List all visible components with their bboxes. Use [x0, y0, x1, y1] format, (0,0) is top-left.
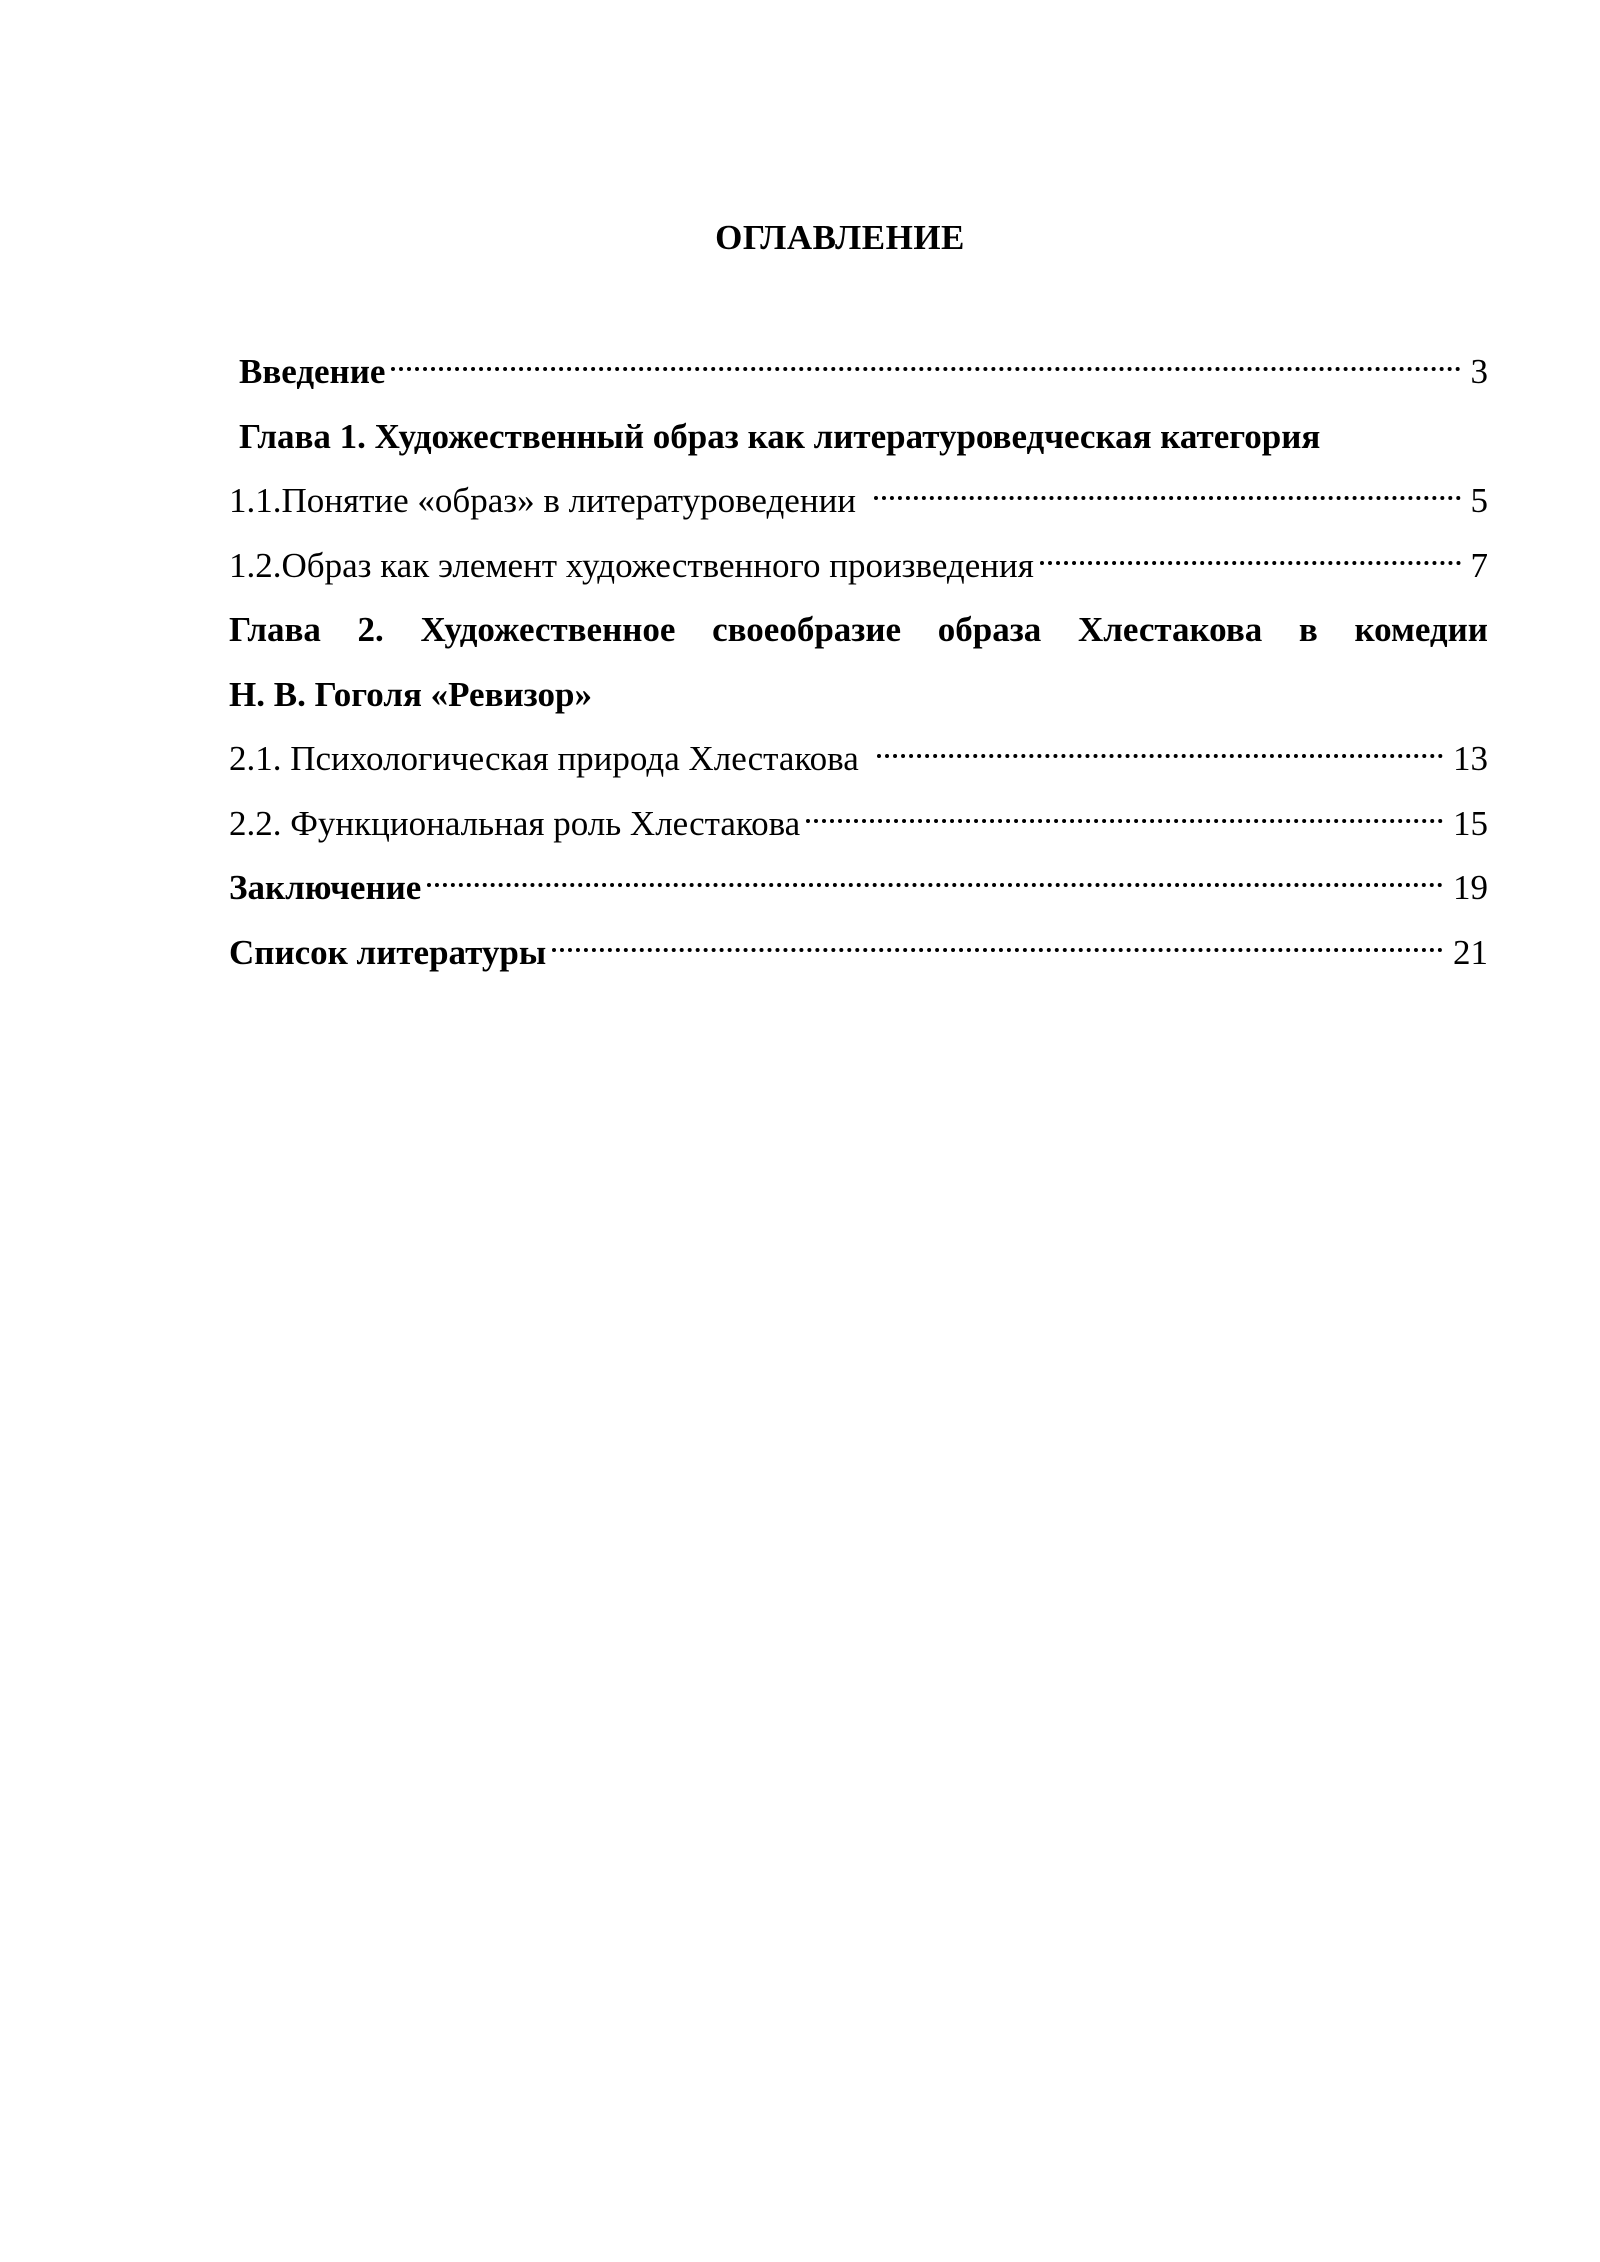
- toc-entry-bibliography[interactable]: [229, 921, 1488, 986]
- dot-leader: [552, 948, 1443, 952]
- dot-leader: [427, 883, 1443, 887]
- toc-entry-label: 1.1.Понятие «образ» в литературоведении: [229, 481, 857, 520]
- toc-page-number: 7: [1470, 545, 1488, 585]
- toc-entry-label: Введение: [239, 352, 386, 391]
- toc-entry-1-2[interactable]: [229, 534, 1488, 599]
- toc-entry-1-1[interactable]: [229, 469, 1488, 534]
- toc-entry-label: Глава 1. Художественный образ как литературоведческая категория: [239, 416, 1321, 456]
- toc-entry-2-1[interactable]: [229, 727, 1488, 792]
- toc-entry-label: Н. В. Гоголя «Ревизор»: [229, 674, 592, 714]
- heading-word: в: [1298, 610, 1318, 649]
- toc-entry-label: Список литературы: [229, 932, 547, 972]
- heading-word: комедии: [1354, 610, 1488, 649]
- toc-page-number: 15: [1453, 803, 1488, 843]
- toc-entry-label: 1.2.Образ как элемент художественного произведения: [229, 545, 1034, 585]
- toc-page-number: 5: [1470, 481, 1488, 520]
- dot-leader: [806, 819, 1443, 823]
- toc-entry-introduction[interactable]: [229, 340, 1488, 405]
- toc-entry-label: 2.1. Психологическая природа Хлестакова: [229, 739, 859, 778]
- dot-leader: [1040, 561, 1461, 565]
- toc-chapter-2-heading-cont[interactable]: [229, 663, 1488, 728]
- dot-leader: [877, 754, 1443, 758]
- toc-page-number: 21: [1453, 932, 1488, 972]
- heading-word: Глава: [229, 610, 321, 649]
- heading-word: 2.: [357, 610, 384, 649]
- dot-leader: [874, 496, 1460, 500]
- toc-page-number: 19: [1453, 868, 1488, 907]
- heading-word: своеобразие: [712, 610, 902, 649]
- heading-word: Хлестакова: [1077, 610, 1263, 649]
- toc-entry-label: Заключение: [229, 868, 422, 907]
- toc-chapter-2-heading[interactable]: [229, 598, 1488, 663]
- toc-page-number: 13: [1453, 739, 1488, 778]
- toc-title: ОГЛАВЛЕНИЕ: [715, 218, 965, 257]
- heading-word: образа: [937, 610, 1042, 649]
- table-of-contents: [229, 340, 1488, 985]
- toc-entry-conclusion[interactable]: [229, 856, 1488, 921]
- dot-leader: [391, 367, 1460, 371]
- toc-chapter-1-heading[interactable]: [229, 405, 1488, 470]
- toc-entry-2-2[interactable]: [229, 792, 1488, 857]
- toc-page-number: 3: [1470, 352, 1488, 391]
- heading-word: Художественное: [420, 610, 676, 649]
- toc-entry-label: 2.2. Функциональная роль Хлестакова: [229, 803, 801, 843]
